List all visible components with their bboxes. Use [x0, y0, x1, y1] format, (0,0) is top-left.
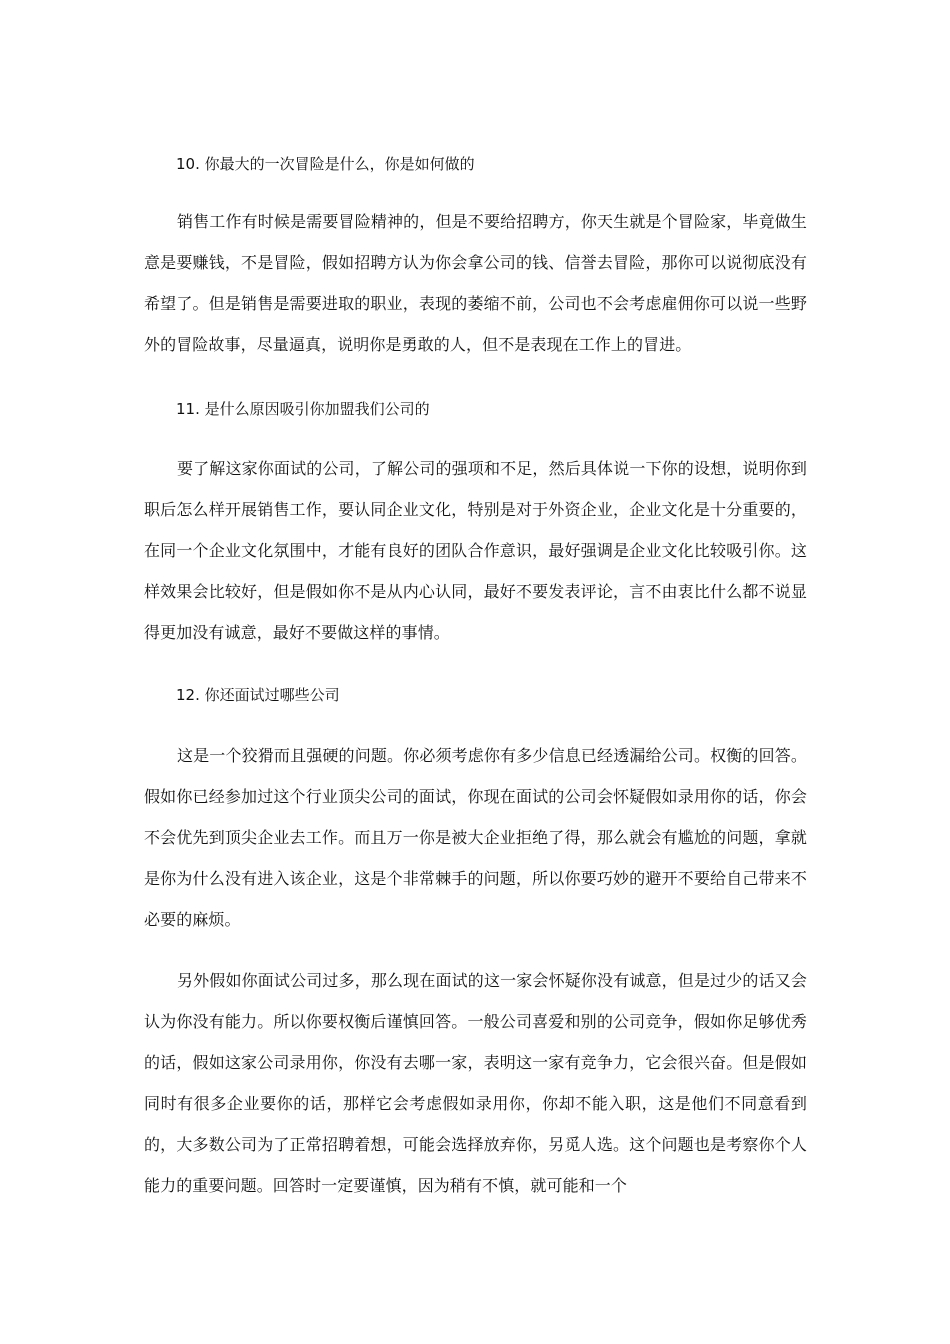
section-12-paragraph-2: 另外假如你面试公司过多，那么现在面试的这一家会怀疑你没有诚意，但是过少的话又会认为你没有能力。所以你要权衡后谨慎回答。一般公司喜爱和别的公司竞争，假如你足够优秀的话，假如这家公司录用你，你没有去哪一家，表明这一家有竞争力，它会很兴奋。但是假如同时有很多企业要你的话，那样它会考虑假如录用你，你却不能入职，这是他们不同意看到的，大多数公司为了正常招聘着想，可能会选择放弃你，另觅人选。这个问题也是考察你个人能力的重要问题。回答时一定要谨慎，因为稍有不慎，就可能和一个 — [144, 971, 807, 1195]
section-12-paragraph-1: 这是一个狡猾而且强硬的问题。你必须考虑你有多少信息已经透漏给公司。权衡的回答。假如你已经参加过这个行业顶尖公司的面试，你现在面试的公司会怀疑假如录用你的话，你会不会优先到顶尖企业去工作。而且万一你是被大企业拒绝了得，那么就会有尴尬的问题，拿就是你为什么没有进入该企业，这是个非常棘手的问题，所以你要巧妙的避开不要给自己带来不必要的麻烦。 — [144, 746, 807, 929]
section-heading-10: 10. 你最大的一次冒险是什么，你是如何做的 — [176, 155, 475, 173]
section-10-paragraph: 销售工作有时候是需要冒险精神的，但是不要给招聘方，你天生就是个冒险家，毕竟做生意是要赚钱，不是冒险，假如招聘方认为你会拿公司的钱、信誉去冒险，那你可以说彻底没有希望了。但是销售是需要进取的职业，表现的萎缩不前，公司也不会考虑雇佣你可以说一些野外的冒险故事，尽量逼真，说明你是勇敢的人，但不是表现在工作上的冒进。 — [144, 212, 807, 354]
section-heading-12: 12. 你还面试过哪些公司 — [176, 686, 340, 704]
section-11-paragraph: 要了解这家你面试的公司，了解公司的强项和不足，然后具体说一下你的设想，说明你到职后怎么样开展销售工作，要认同企业文化，特别是对于外资企业，企业文化是十分重要的，在同一个企业文化氛围中，才能有良好的团队合作意识，最好强调是企业文化比较吸引你。这样效果会比较好，但是假如你不是从内心认同，最好不要发表评论，言不由衷比什么都不说显得更加没有诚意，最好不要做这样的事情。 — [144, 459, 807, 642]
section-heading-11: 11. 是什么原因吸引你加盟我们公司的 — [176, 400, 430, 418]
